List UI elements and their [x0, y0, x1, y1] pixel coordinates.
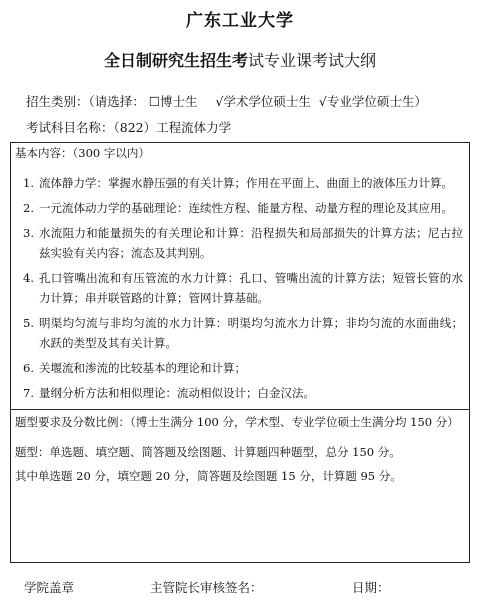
content-item — [23, 358, 463, 378]
content-heading: 基本内容：（300 字以内） — [15, 146, 150, 160]
content-item — [23, 198, 463, 218]
item-number: 2. — [23, 201, 34, 215]
category-option-academic-master: √学术学位硕士生 — [215, 94, 311, 109]
score-distribution: 其中单选题 20 分，填空题 20 分，简答题及绘图题 15 分，计算题 95 分。 — [15, 469, 402, 483]
content-items — [23, 173, 463, 408]
item-text: 一元流体动力学的基础理论：连续性方程、能量方程、动量方程的理论及其应用。 — [39, 201, 453, 215]
date-label: 日期： — [352, 580, 390, 595]
subject-label: 考试科目名称： — [26, 120, 114, 135]
college-seal-label: 学院盖章 — [24, 580, 75, 595]
document-title — [0, 48, 480, 71]
content-item — [23, 313, 463, 353]
item-text: 量纲分析方法和相似理论：流动相似设计；白金汉法。 — [39, 386, 315, 400]
title-bold-part: 全日制研究生招生考 — [103, 51, 248, 70]
content-item — [23, 383, 463, 403]
subject-value: （822）工程流体力学 — [113, 120, 232, 135]
dean-signature-label: 主管院长审核签名： — [150, 580, 263, 595]
item-number: 6. — [23, 361, 34, 375]
category-label: 招生类别：（请选择： — [26, 94, 145, 109]
item-text: 孔口管嘴出流和有压管流的水力计算：孔口、管嘴出流的计算方法；短管长管的水力计算；串并联管路的计算；管网计算基础。 — [39, 271, 463, 305]
item-number: 7. — [23, 386, 34, 400]
category-option-professional-master: √专业学位硕士生） — [318, 94, 427, 109]
category-row — [26, 92, 427, 110]
item-text: 水流阻力和能量损失的有关理论和计算：沿程损失和局部损失的计算方法；尼古拉兹实验有关内容；流态及其判别。 — [39, 226, 463, 260]
content-item — [23, 223, 463, 263]
item-number: 3. — [23, 226, 34, 240]
scoring-box — [10, 409, 470, 563]
scoring-heading: 题型要求及分数比例：（博士生满分 100 分，学术型、专业学位硕士生满分均 150 分） — [15, 415, 459, 429]
content-item — [23, 173, 463, 193]
item-text: 流体静力学：掌握水静压强的有关计算；作用在平面上、曲面上的液体压力计算。 — [39, 176, 453, 190]
category-option-doctoral: ☐博士生 — [148, 94, 198, 109]
content-box — [10, 142, 470, 410]
item-number: 5. — [23, 316, 34, 330]
item-text: 关堰流和渗流的比较基本的理论和计算； — [39, 361, 246, 375]
question-types: 题型：单选题、填空题、简答题及绘图题、计算题四种题型，总分 150 分。 — [15, 445, 401, 459]
subject-row — [26, 118, 231, 136]
title-rest-part: 试专业课考试大纲 — [248, 51, 377, 70]
item-number: 1. — [23, 176, 34, 190]
university-name: 广东工业大学 — [186, 11, 294, 31]
item-text: 明渠均匀流与非均匀流的水力计算：明渠均匀流水力计算；非均匀流的水面曲线；水跃的类型及其有关计算。 — [39, 316, 463, 350]
content-item — [23, 268, 463, 308]
item-number: 4. — [23, 271, 34, 285]
